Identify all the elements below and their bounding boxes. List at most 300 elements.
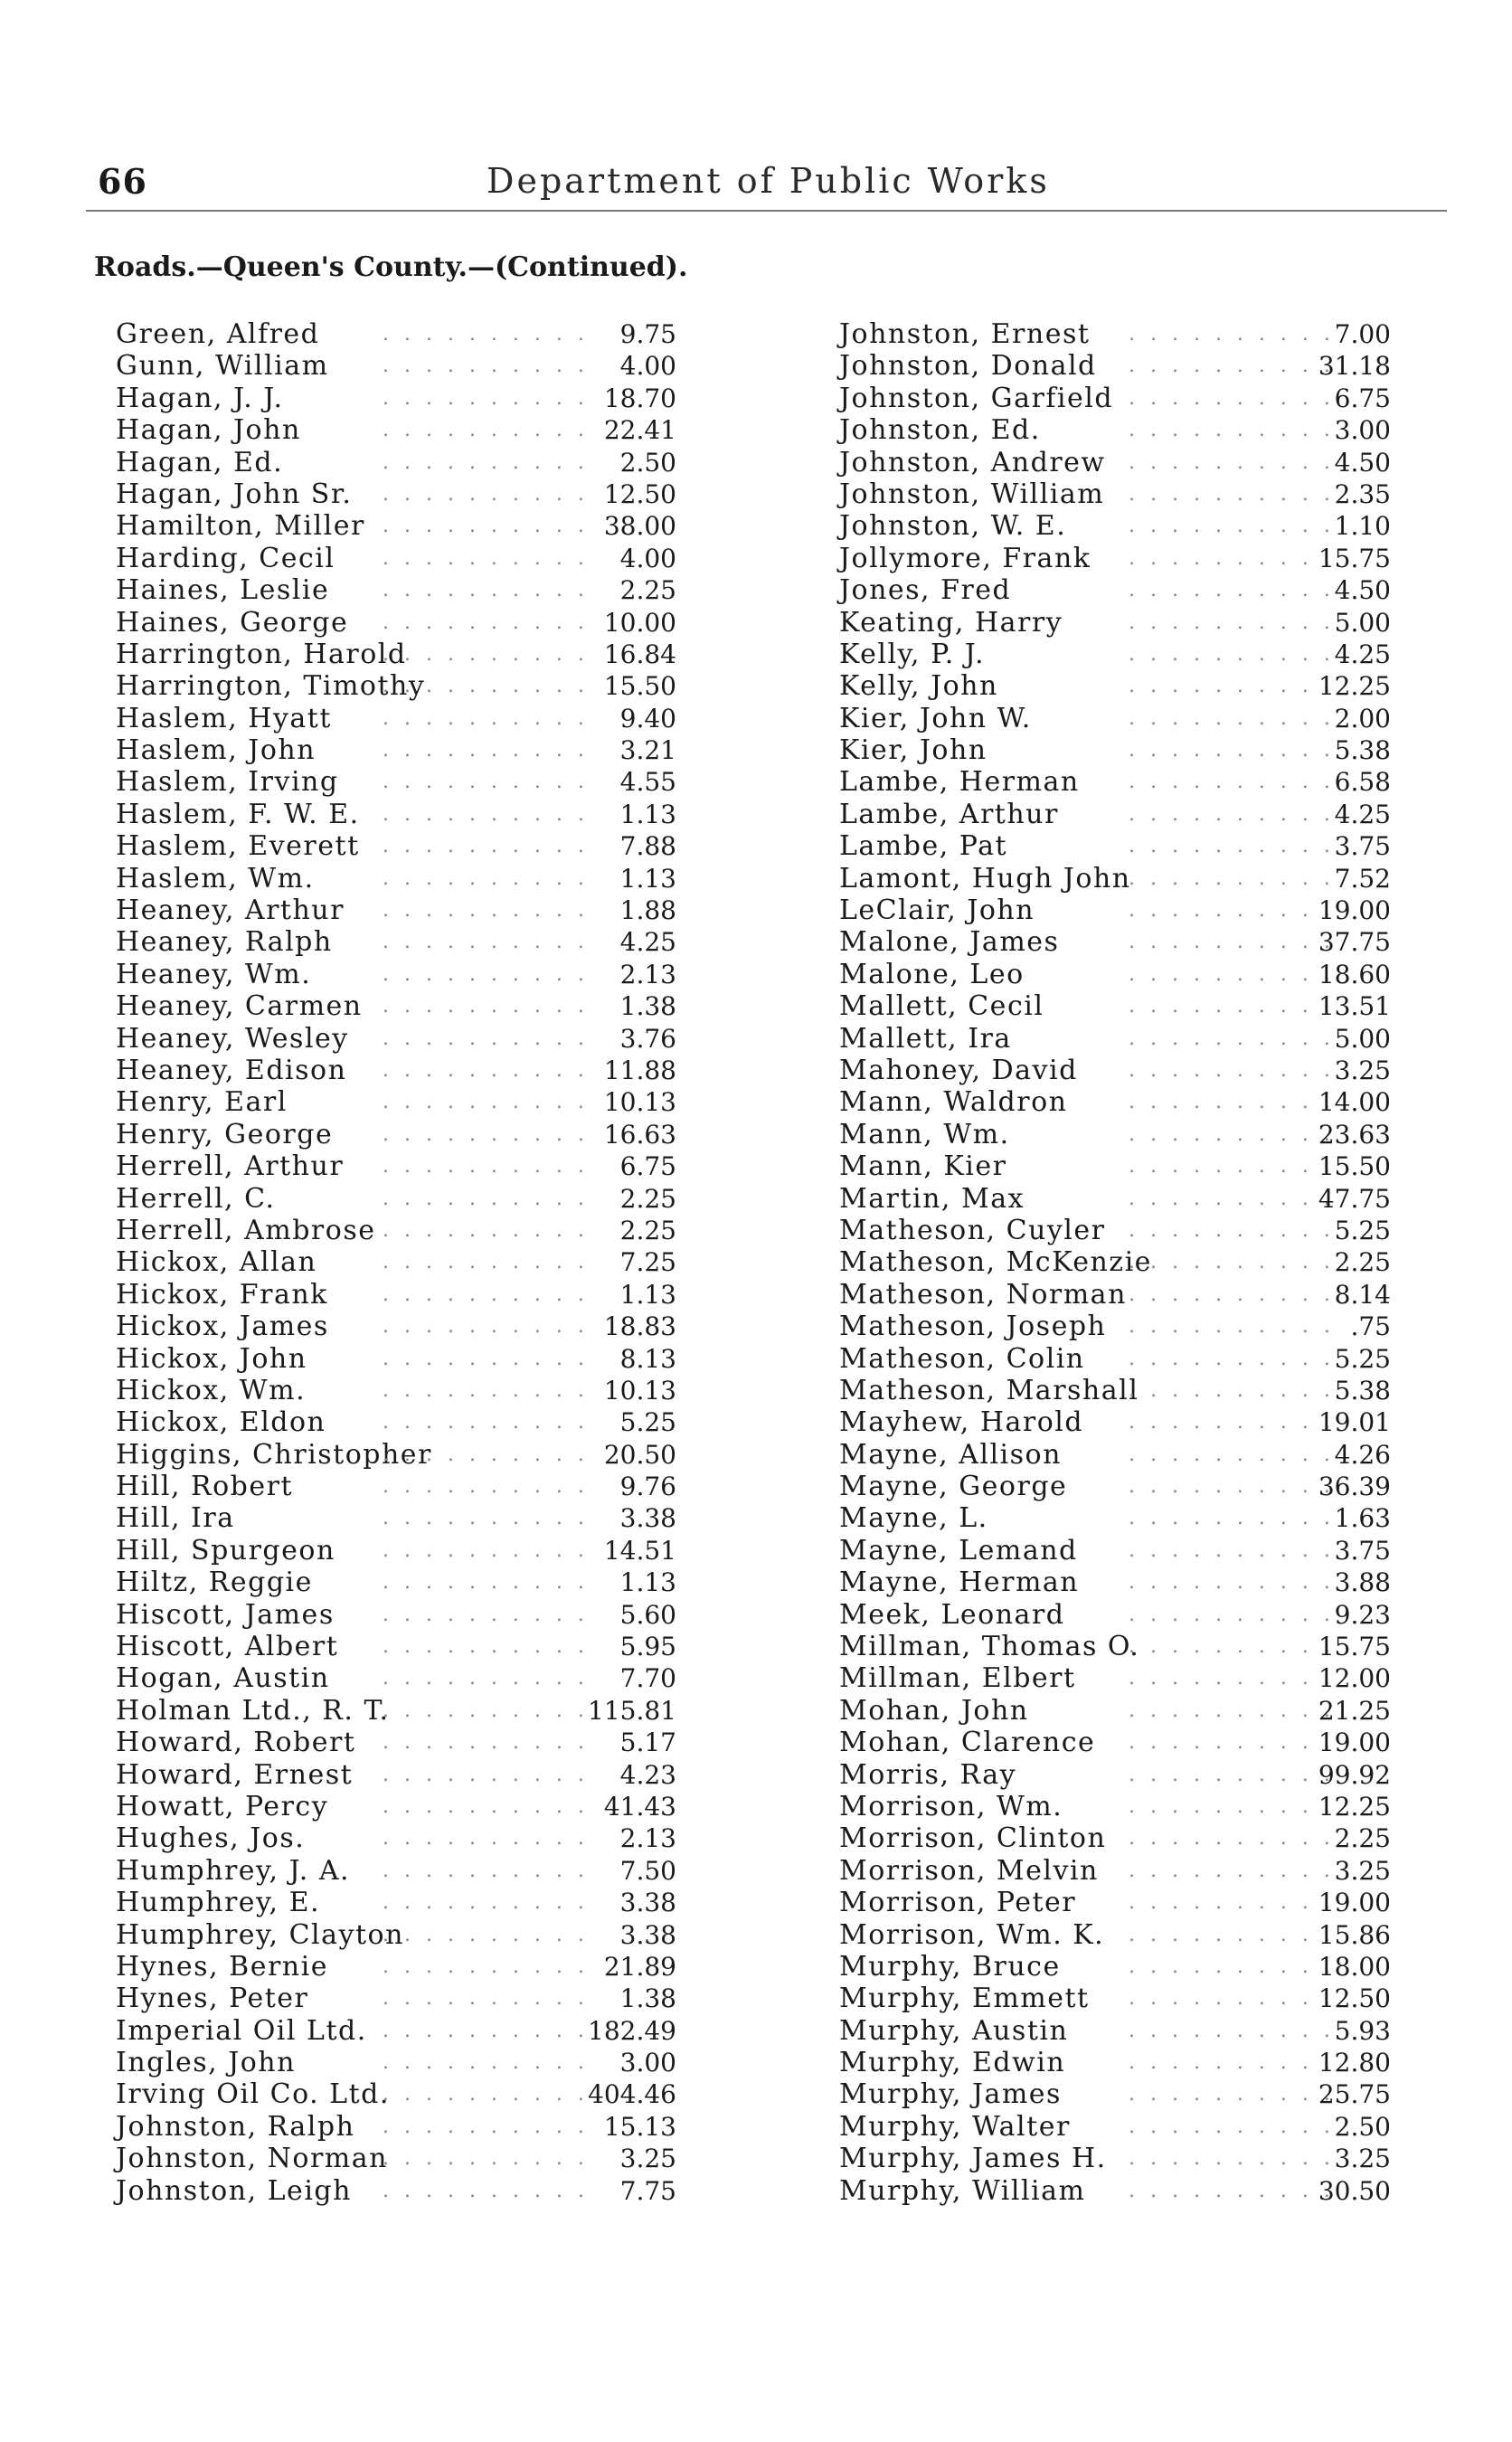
dot-leader: . . . . . . . . . . [1129, 1859, 1335, 1882]
payee-name: Johnston, Leigh [116, 2174, 352, 2207]
payee-name: Mohan, John [839, 1694, 1029, 1727]
payee-name: Heaney, Wesley [116, 1022, 349, 1055]
payee-name: Howatt, Percy [116, 1790, 329, 1822]
payment-amount: 1.13 [619, 863, 676, 894]
payment-amount: 3.38 [619, 1919, 676, 1950]
list-item [116, 543, 676, 574]
list-item [839, 1086, 1391, 1118]
dot-leader: . . . . . . . . . . [1129, 1378, 1335, 1402]
payment-amount: 20.50 [603, 1439, 676, 1470]
list-item [839, 1439, 1391, 1471]
payee-name: Johnston, Ernest [839, 318, 1091, 350]
list-item [839, 574, 1391, 606]
payment-amount: 5.93 [1334, 2015, 1391, 2046]
list-item [839, 1599, 1391, 1631]
dot-leader: . . . . . . . . . . [383, 2179, 589, 2202]
list-item [839, 1759, 1391, 1791]
list-item [116, 2111, 676, 2143]
dot-leader: . . . . . . . . . . [383, 1475, 589, 1499]
dot-leader: . . . . . . . . . . [1129, 899, 1335, 923]
payment-amount: 2.50 [619, 447, 676, 478]
list-item [116, 2143, 676, 2174]
payment-amount: 99.92 [1318, 1759, 1391, 1790]
payee-name: Heaney, Arthur [116, 894, 345, 927]
list-item [116, 766, 676, 798]
list-item [839, 1855, 1391, 1887]
list-item [839, 894, 1391, 926]
list-item [116, 734, 676, 766]
dot-leader: . . . . . . . . . . [383, 1635, 589, 1659]
payee-name: Humphrey, E. [116, 1887, 321, 1919]
dot-leader: . . . . . . . . . . [383, 1058, 589, 1082]
payee-name: Hamilton, Miller [116, 510, 365, 543]
payment-amount: 4.26 [1334, 1439, 1391, 1470]
list-item [839, 2047, 1391, 2078]
payment-amount: 3.25 [619, 2144, 676, 2174]
payment-amount: 4.25 [1334, 639, 1391, 669]
payment-amount: 19.00 [1318, 1888, 1391, 1918]
payment-amount: 9.76 [619, 1472, 676, 1502]
dot-leader: . . . . . . . . . . [383, 1923, 589, 1946]
dot-leader: . . . . . . . . . . [1129, 1667, 1335, 1690]
dot-leader: . . . . . . . . . . [1129, 675, 1335, 698]
payee-name: Hogan, Austin [116, 1662, 330, 1695]
payment-amount: 7.50 [619, 1855, 676, 1886]
list-item [839, 1023, 1391, 1055]
list-item [116, 574, 676, 606]
payment-amount: 5.25 [1334, 1343, 1391, 1374]
payee-name: Higgins, Christopher [116, 1438, 432, 1471]
list-item [116, 1951, 676, 1983]
payee-name: Matheson, Norman [839, 1278, 1127, 1311]
payment-amount: 31.18 [1318, 351, 1391, 382]
payee-name: Heaney, Carmen [116, 990, 363, 1023]
dot-leader: . . . . . . . . . . [383, 579, 589, 602]
payment-amount: 3.00 [1334, 415, 1391, 446]
dot-leader: . . . . . . . . . . [1129, 739, 1335, 762]
dot-leader: . . . . . . . . . . [383, 802, 589, 826]
list-item [839, 1150, 1391, 1182]
dot-leader: . . . . . . . . . . [1129, 1218, 1335, 1242]
dot-leader: . . . . . . . . . . [1129, 1827, 1335, 1850]
payment-amount: 5.17 [619, 1727, 676, 1758]
payment-amount: 36.39 [1318, 1472, 1391, 1502]
dot-leader: . . . . . . . . . . [383, 1378, 589, 1402]
payee-name: Morrison, Wm. K. [839, 1918, 1105, 1951]
payee-name: Hickox, Eldon [116, 1406, 326, 1439]
payee-name: Murphy, Bruce [839, 1950, 1061, 1983]
payment-amount: 1.88 [619, 895, 676, 926]
payment-amount: 2.35 [1334, 478, 1391, 509]
dot-leader: . . . . . . . . . . [1129, 1443, 1335, 1466]
dot-leader: . . . . . . . . . . [1129, 515, 1335, 538]
payment-amount: 21.89 [603, 1951, 676, 1982]
list-item [839, 1502, 1391, 1534]
dot-leader: . . . . . . . . . . [1129, 1635, 1335, 1659]
payee-name: Lamont, Hugh John [839, 862, 1131, 894]
payee-name: Hagan, John Sr. [116, 478, 353, 510]
payee-name: Murphy, Walter [839, 2110, 1071, 2143]
payee-name: Howard, Robert [116, 1727, 356, 1759]
payment-amount: 1.63 [1334, 1503, 1391, 1534]
dot-leader: . . . . . . . . . . [1129, 1251, 1335, 1274]
list-item [116, 1919, 676, 1951]
payment-amount: 6.75 [619, 1151, 676, 1182]
list-item [116, 1375, 676, 1406]
payment-amount: 14.51 [603, 1535, 676, 1566]
list-item [116, 447, 676, 478]
dot-leader: . . . . . . . . . . [1129, 2179, 1335, 2202]
dot-leader: . . . . . . . . . . [1129, 642, 1335, 666]
payment-amount: 8.13 [619, 1343, 676, 1374]
dot-leader: . . . . . . . . . . [383, 1603, 589, 1626]
payee-name: Mahoney, David [839, 1054, 1078, 1086]
list-item [839, 414, 1391, 446]
list-item [839, 1727, 1391, 1758]
list-item [116, 414, 676, 446]
payment-amount: 10.00 [603, 607, 676, 638]
payee-name: Hiscott, Albert [116, 1631, 339, 1663]
payment-amount: 3.25 [1334, 2144, 1391, 2174]
payee-name: Haines, George [116, 606, 349, 639]
dot-leader: . . . . . . . . . . [1129, 1122, 1335, 1146]
payee-name: Humphrey, J. A. [116, 1854, 351, 1887]
payment-amount: 4.50 [1334, 447, 1391, 478]
list-item [839, 1566, 1391, 1598]
list-item [839, 2111, 1391, 2143]
list-item [116, 894, 676, 926]
dot-leader: . . . . . . . . . . [383, 2051, 589, 2075]
dot-leader: . . . . . . . . . . [1129, 1411, 1335, 1434]
payee-name: Johnston, Ed. [839, 414, 1041, 447]
list-item [839, 1375, 1391, 1406]
list-item [116, 510, 676, 542]
list-item [839, 1662, 1391, 1694]
payee-name: Howard, Ernest [116, 1758, 354, 1791]
dot-leader: . . . . . . . . . . [1129, 2051, 1335, 2075]
dot-leader: . . . . . . . . . . [383, 1955, 589, 1978]
dot-leader: . . . . . . . . . . [1129, 771, 1335, 794]
payee-name: Matheson, McKenzie [839, 1246, 1152, 1279]
payee-name: Morris, Ray [839, 1758, 1017, 1791]
payee-name: Mayne, Allison [839, 1438, 1062, 1471]
payment-amount: 7.00 [1334, 319, 1391, 349]
list-item [839, 1535, 1391, 1566]
dot-leader: . . . . . . . . . . [383, 1827, 589, 1850]
dot-leader: . . . . . . . . . . [383, 450, 589, 474]
dot-leader: . . . . . . . . . . [383, 1794, 589, 1818]
dot-leader: . . . . . . . . . . [383, 1187, 589, 1210]
payee-name: Harrington, Timothy [116, 670, 426, 703]
payment-amount: 2.25 [619, 575, 676, 606]
dot-leader: . . . . . . . . . . [1129, 1955, 1335, 1978]
list-item [839, 926, 1391, 958]
payee-name: Mallett, Cecil [839, 990, 1044, 1023]
payment-amount: 2.13 [619, 1823, 676, 1854]
list-item [839, 1119, 1391, 1150]
payee-name: Lambe, Arthur [839, 798, 1059, 830]
payee-name: Green, Alfred [116, 318, 320, 350]
list-item [839, 990, 1391, 1022]
list-item [839, 350, 1391, 382]
list-item [839, 734, 1391, 766]
payee-name: Murphy, James [839, 2078, 1062, 2111]
payee-name: Murphy, William [839, 2174, 1086, 2207]
list-item [839, 1246, 1391, 1278]
payment-amount: 13.51 [1318, 991, 1391, 1022]
payee-name: Keating, Harry [839, 606, 1063, 639]
list-item [839, 1631, 1391, 1662]
payee-name: Mayne, Herman [839, 1566, 1080, 1599]
payment-amount: 2.25 [1334, 1823, 1391, 1854]
list-item [839, 703, 1391, 734]
payee-name: Murphy, Edwin [839, 2047, 1066, 2079]
dot-leader: . . . . . . . . . . [383, 739, 589, 762]
payee-name: Hill, Spurgeon [116, 1534, 335, 1566]
payment-amount: 4.55 [619, 767, 676, 798]
list-item [116, 1055, 676, 1086]
list-item [116, 1086, 676, 1118]
dot-leader: . . . . . . . . . . [383, 1283, 589, 1306]
dot-leader: . . . . . . . . . . [383, 866, 589, 890]
dot-leader: . . . . . . . . . . [1129, 1315, 1335, 1339]
payee-name: Kelly, P. J. [839, 638, 985, 670]
payee-name: Johnston, Andrew [839, 446, 1106, 478]
payment-amount: 1.38 [619, 1983, 676, 2014]
dot-leader: . . . . . . . . . . [383, 931, 589, 954]
list-item [839, 799, 1391, 830]
list-item [116, 1150, 676, 1182]
payee-name: Haslem, Wm. [116, 862, 315, 894]
payee-name: Jones, Fred [839, 574, 1012, 607]
payee-name: Matheson, Joseph [839, 1311, 1107, 1343]
section-heading: Roads.—Queen's County.—(Continued). [94, 251, 688, 283]
payee-name: Ingles, John [116, 2047, 296, 2079]
payment-amount: 3.76 [619, 1023, 676, 1054]
list-item [839, 1406, 1391, 1438]
payee-name: Harrington, Harold [116, 638, 407, 670]
header-rule [86, 210, 1447, 212]
payment-amount: 12.00 [1318, 1663, 1391, 1694]
list-item [839, 2175, 1391, 2207]
list-item [839, 1983, 1391, 2014]
payee-name: Mayne, George [839, 1471, 1068, 1503]
payment-amount: 3.00 [619, 2048, 676, 2078]
list-item [116, 639, 676, 670]
list-item [839, 318, 1391, 350]
list-item [116, 2078, 676, 2110]
payee-name: Johnston, W. E. [839, 510, 1067, 543]
payee-name: Murphy, James H. [839, 2143, 1107, 2175]
payment-amount: 1.13 [619, 799, 676, 829]
payee-name: Malone, Leo [839, 958, 1025, 990]
list-item [116, 2175, 676, 2207]
payment-amount: 4.25 [619, 927, 676, 958]
payee-name: Johnston, Garfield [839, 382, 1114, 414]
list-item [116, 1631, 676, 1662]
payment-amount: 3.88 [1334, 1567, 1391, 1598]
dot-leader: . . . . . . . . . . [383, 1091, 589, 1114]
list-item [116, 1183, 676, 1215]
dot-leader: . . . . . . . . . . [383, 515, 589, 538]
payee-name: Kelly, John [839, 670, 998, 703]
payment-amount: 15.86 [1318, 1919, 1391, 1950]
payee-name: Morrison, Melvin [839, 1854, 1099, 1887]
payee-name: Herrell, C. [116, 1182, 276, 1215]
list-item [116, 1887, 676, 1918]
payee-name: Hickox, Allan [116, 1246, 317, 1279]
list-item [839, 830, 1391, 862]
list-item [116, 607, 676, 639]
payee-name: Matheson, Marshall [839, 1374, 1139, 1406]
list-item [116, 863, 676, 894]
list-item [839, 1695, 1391, 1727]
payment-amount: 2.25 [619, 1183, 676, 1214]
payee-name: Hickox, Wm. [116, 1374, 307, 1406]
payment-amount: 3.25 [1334, 1855, 1391, 1886]
list-item [116, 1406, 676, 1438]
payee-name: Johnston, Norman [116, 2143, 388, 2175]
list-item [116, 1566, 676, 1598]
dot-leader: . . . . . . . . . . [383, 386, 589, 410]
dot-leader: . . . . . . . . . . [383, 1443, 589, 1466]
payment-amount: 15.75 [1318, 1632, 1391, 1662]
dot-leader: . . . . . . . . . . [383, 1859, 589, 1882]
list-item [839, 1919, 1391, 1951]
list-item [839, 1055, 1391, 1086]
list-item [839, 959, 1391, 990]
payee-name: Murphy, Austin [839, 2014, 1069, 2047]
payment-amount: 182.49 [588, 2015, 676, 2046]
dot-leader: . . . . . . . . . . [1129, 1187, 1335, 1210]
payee-name: Mallett, Ira [839, 1022, 1012, 1055]
list-item [839, 447, 1391, 478]
page-number: 66 [98, 161, 147, 202]
list-item [116, 1983, 676, 2014]
payee-name: Mann, Waldron [839, 1086, 1068, 1119]
payment-amount: 5.00 [1334, 1023, 1391, 1054]
payee-name: Johnston, William [839, 478, 1105, 510]
payment-amount: 2.00 [1334, 703, 1391, 734]
payment-amount: 2.13 [619, 959, 676, 989]
dot-leader: . . . . . . . . . . [383, 1347, 589, 1370]
payment-amount: 1.38 [619, 991, 676, 1022]
left-column [116, 318, 676, 2207]
list-item [116, 1822, 676, 1854]
dot-leader: . . . . . . . . . . [383, 771, 589, 794]
payee-name: Hill, Ira [116, 1502, 235, 1535]
dot-leader: . . . . . . . . . . [1129, 1603, 1335, 1626]
payment-amount: 3.75 [1334, 1535, 1391, 1566]
payment-amount: 4.00 [619, 543, 676, 573]
payment-amount: 18.83 [603, 1311, 676, 1342]
dot-leader: . . . . . . . . . . [383, 610, 589, 634]
payment-amount: 7.88 [619, 831, 676, 862]
payment-amount: 5.25 [1334, 1215, 1391, 1245]
payee-name: Heaney, Ralph [116, 926, 333, 959]
payee-name: Jollymore, Frank [839, 542, 1091, 574]
list-item [839, 1951, 1391, 1983]
payee-name: Kier, John [839, 734, 988, 767]
payee-name: Hickox, John [116, 1342, 307, 1375]
list-item [839, 1183, 1391, 1215]
payee-name: Hagan, John [116, 414, 301, 447]
payee-name: Mann, Wm. [839, 1118, 1010, 1150]
payee-name: Johnston, Donald [839, 350, 1097, 383]
list-item [116, 703, 676, 734]
payee-name: Hiltz, Reggie [116, 1566, 313, 1599]
dot-leader: . . . . . . . . . . [1129, 1058, 1335, 1082]
payment-amount: 47.75 [1318, 1183, 1391, 1214]
payment-amount: .75 [1350, 1311, 1391, 1342]
list-item [116, 959, 676, 990]
payment-amount: 25.75 [1318, 2079, 1391, 2110]
dot-leader: . . . . . . . . . . [1129, 1763, 1335, 1786]
payee-name: LeClair, John [839, 894, 1035, 927]
dot-leader: . . . . . . . . . . [383, 1571, 589, 1595]
dot-leader: . . . . . . . . . . [383, 1699, 589, 1722]
payee-name: Morrison, Clinton [839, 1822, 1107, 1855]
list-item [839, 383, 1391, 414]
payee-name: Morrison, Wm. [839, 1790, 1063, 1822]
dot-leader: . . . . . . . . . . [1129, 2083, 1335, 2106]
payment-amount: 9.23 [1334, 1599, 1391, 1630]
list-item [116, 1599, 676, 1631]
payee-name: Lambe, Pat [839, 830, 1008, 863]
payment-amount: 5.00 [1334, 607, 1391, 638]
dot-leader: . . . . . . . . . . [383, 355, 589, 378]
list-item [116, 1502, 676, 1534]
payee-name: Irving Oil Co. Ltd. [116, 2078, 390, 2111]
list-item [116, 1279, 676, 1311]
payee-name: Malone, James [839, 926, 1060, 959]
dot-leader: . . . . . . . . . . [1129, 2019, 1335, 2042]
list-item [116, 1695, 676, 1727]
dot-leader: . . . . . . . . . . [1129, 1283, 1335, 1306]
dot-leader: . . . . . . . . . . [383, 962, 589, 986]
payment-amount: 19.00 [1318, 895, 1391, 926]
list-item [116, 383, 676, 414]
payment-amount: 11.88 [603, 1055, 676, 1085]
payment-amount: 38.00 [603, 511, 676, 542]
payment-amount: 9.75 [619, 319, 676, 349]
list-item [116, 1343, 676, 1375]
dot-leader: . . . . . . . . . . [1129, 1091, 1335, 1114]
list-item [839, 1215, 1391, 1246]
dot-leader: . . . . . . . . . . [383, 323, 589, 345]
dot-leader: . . . . . . . . . . [1129, 323, 1335, 345]
list-item [116, 1855, 676, 1887]
list-item [116, 1023, 676, 1055]
payee-name: Hickox, James [116, 1311, 329, 1343]
list-item [839, 639, 1391, 670]
payment-amount: 4.25 [1334, 799, 1391, 829]
payment-amount: 5.95 [619, 1632, 676, 1662]
list-item [116, 830, 676, 862]
payment-amount: 15.50 [603, 671, 676, 702]
list-item [839, 1791, 1391, 1822]
payment-amount: 7.25 [619, 1247, 676, 1278]
payee-name: Hill, Robert [116, 1471, 294, 1503]
dot-leader: . . . . . . . . . . [383, 1218, 589, 1242]
list-item [116, 799, 676, 830]
payee-name: Matheson, Colin [839, 1342, 1085, 1375]
payment-amount: 3.75 [1334, 831, 1391, 862]
dot-leader: . . . . . . . . . . [1129, 1891, 1335, 1915]
payee-name: Mayne, Lemand [839, 1534, 1078, 1566]
payee-name: Morrison, Peter [839, 1887, 1077, 1919]
dot-leader: . . . . . . . . . . [383, 1987, 589, 2011]
